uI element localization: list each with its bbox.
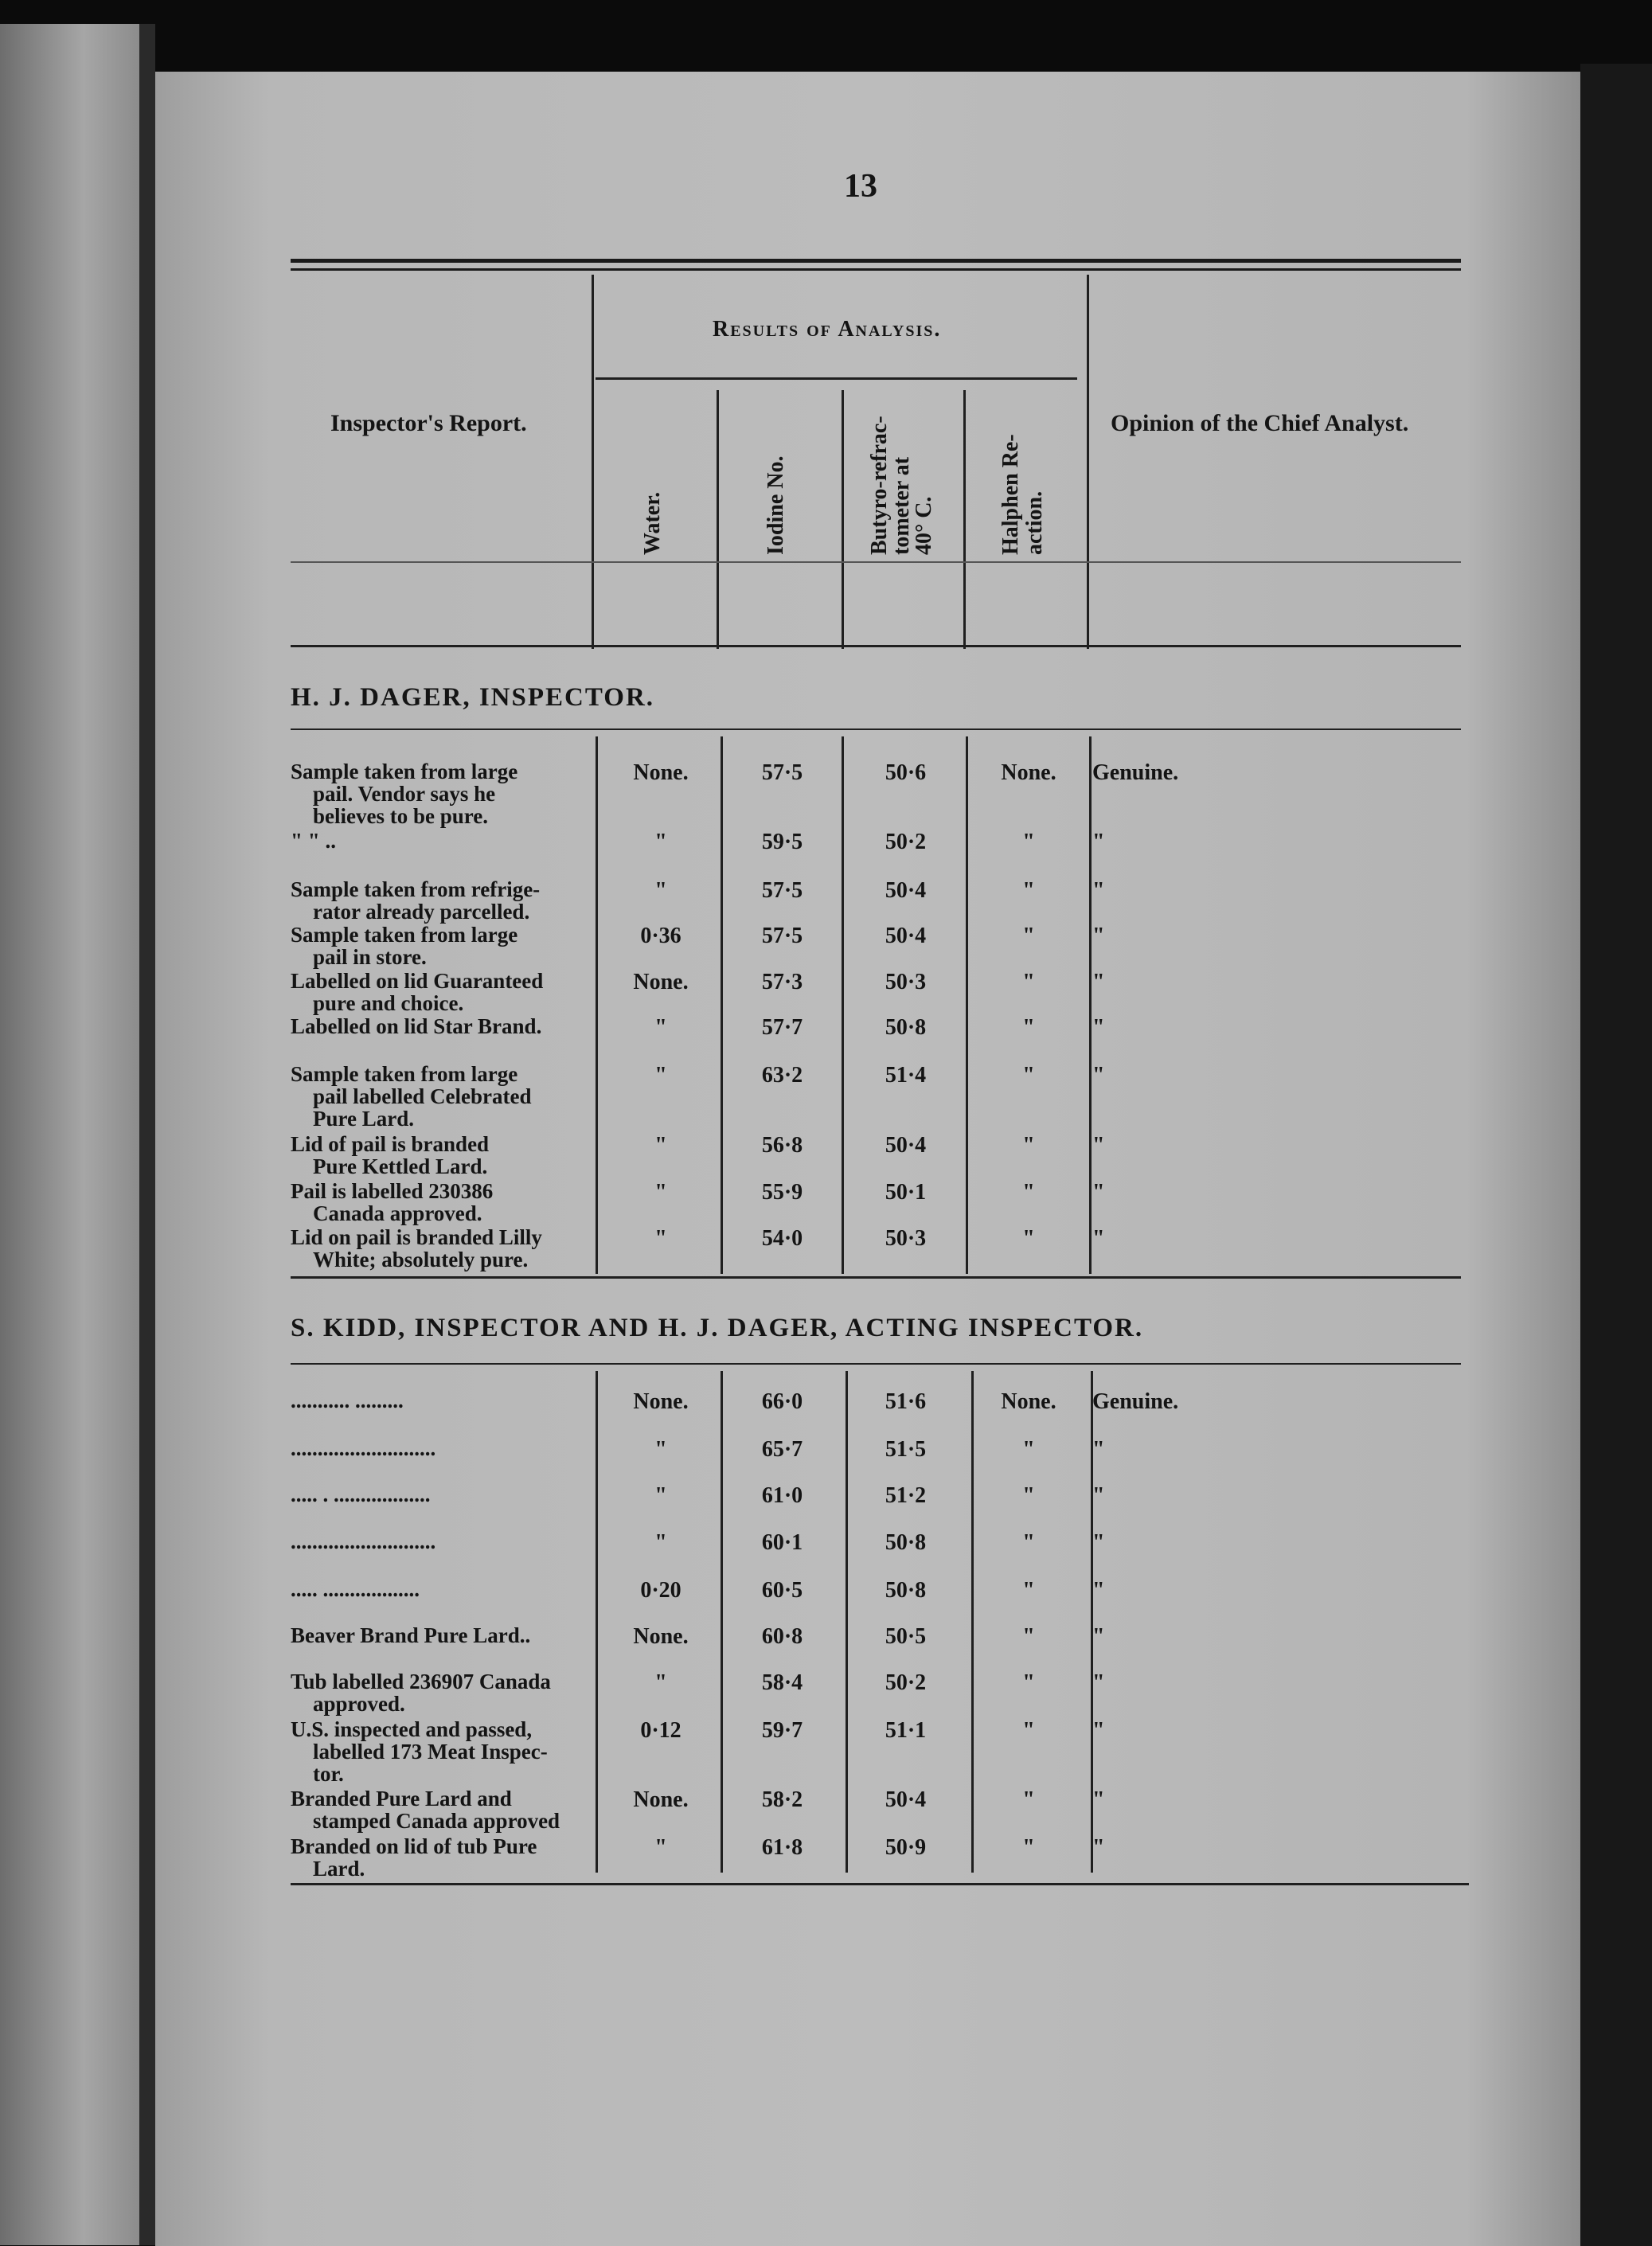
opinion-cell: "	[1092, 924, 1105, 948]
water-cell: "	[654, 830, 667, 854]
halphen-cell: "	[1022, 1015, 1035, 1040]
inspector-report-cell	[291, 924, 597, 968]
report-line: Beaver Brand Pure Lard..	[291, 1623, 531, 1647]
halphen-cell: "	[1022, 1787, 1035, 1812]
column-divider	[971, 1371, 974, 1873]
inspector-report-cell	[291, 1835, 597, 1880]
butyro-cell: 50·9	[885, 1835, 927, 1860]
iodine-cell: 60·5	[761, 1578, 803, 1603]
butyro-cell: 50·4	[885, 878, 927, 903]
iodine-cell: 57·5	[761, 924, 803, 948]
halphen-header-line1: Halphen Re-	[998, 434, 1023, 555]
iodine-cell: 59·5	[761, 830, 803, 854]
header-divider	[842, 390, 844, 649]
water-cell: None.	[633, 760, 689, 785]
butyro-cell: 50·4	[885, 1787, 927, 1812]
water-cell: 0·36	[640, 924, 681, 948]
opinion-cell: "	[1092, 1530, 1105, 1555]
butyro-header-line3: 40° C.	[912, 496, 936, 555]
opinion-cell: "	[1092, 1835, 1105, 1860]
butyro-cell: 50·4	[885, 1133, 927, 1158]
report-line: pure and choice.	[313, 991, 464, 1015]
report-line: ........... .........	[291, 1389, 404, 1412]
halphen-cell: "	[1022, 830, 1035, 854]
butyro-cell: 51·1	[885, 1718, 927, 1743]
inspector-report-cell	[291, 1483, 597, 1506]
iodine-cell: 65·7	[761, 1437, 803, 1462]
butyro-cell: 50·8	[885, 1578, 927, 1603]
section-rule	[291, 728, 1461, 730]
page-number: 13	[844, 168, 877, 205]
report-line: rator already parcelled.	[313, 900, 530, 924]
butyro-cell: 50·3	[885, 1226, 927, 1251]
column-divider	[842, 736, 844, 1274]
report-line: Canada approved.	[313, 1201, 482, 1225]
opinion-cell: "	[1092, 1670, 1105, 1695]
column-divider	[966, 736, 968, 1274]
report-line: Pail is labelled 230386	[291, 1179, 494, 1203]
water-cell: "	[654, 878, 667, 903]
top-rule-thin	[291, 268, 1461, 271]
butyro-header-line2: tometer at	[889, 456, 914, 555]
report-line: Branded Pure Lard and	[291, 1787, 512, 1810]
section-title-dager: H. J. DAGER, INSPECTOR.	[291, 683, 655, 712]
opinion-cell: "	[1092, 878, 1105, 903]
opinion-cell: "	[1092, 1578, 1105, 1603]
scan-border	[1580, 64, 1652, 2246]
column-divider	[721, 736, 723, 1274]
report-line: Lid on pail is branded Lilly	[291, 1225, 542, 1249]
report-line: Lid of pail is branded	[291, 1132, 490, 1156]
report-line: Sample taken from refrige-	[291, 877, 541, 901]
results-of-analysis-header: Results of Analysis.	[713, 317, 942, 342]
report-line: Labelled on lid Star Brand.	[291, 1014, 542, 1038]
water-cell: None.	[633, 1787, 689, 1812]
inspector-report-cell	[291, 1063, 597, 1130]
halphen-cell: "	[1022, 1670, 1035, 1695]
iodine-cell: 55·9	[761, 1180, 803, 1205]
inspector-report-cell	[291, 1578, 597, 1600]
iodine-cell: 57·7	[761, 1015, 803, 1040]
report-line: Branded on lid of tub Pure	[291, 1834, 537, 1858]
header-sub-rule	[291, 561, 1461, 563]
header-divider	[963, 390, 966, 649]
halphen-cell: None.	[1001, 1389, 1056, 1414]
opinion-cell: "	[1092, 830, 1105, 854]
report-line: Lard.	[313, 1857, 365, 1881]
opinion-cell: "	[1092, 970, 1105, 994]
inspector-report-cell	[291, 1718, 597, 1785]
water-cell: None.	[633, 1389, 689, 1414]
report-line: ..... ..................	[291, 1577, 420, 1601]
opinion-cell: Genuine.	[1092, 1389, 1179, 1414]
butyro-cell: 50·1	[885, 1180, 927, 1205]
butyro-cell: 50·8	[885, 1015, 927, 1040]
report-line: White; absolutely pure.	[313, 1248, 529, 1271]
opinion-cell: Genuine.	[1092, 760, 1179, 785]
opinion-cell: "	[1092, 1718, 1105, 1743]
section-title-kidd: S. KIDD, INSPECTOR AND H. J. DAGER, ACTING INSPECTOR.	[291, 1314, 1144, 1342]
butyro-cell: 50·6	[885, 760, 927, 785]
opinion-cell: "	[1092, 1133, 1105, 1158]
report-line: pail. Vendor says he	[313, 782, 496, 806]
column-divider	[721, 1371, 723, 1873]
report-line: tor.	[313, 1762, 344, 1786]
butyro-cell: 50·4	[885, 924, 927, 948]
column-divider	[1089, 736, 1092, 1274]
halphen-cell: "	[1022, 970, 1035, 994]
butyro-cell: 50·2	[885, 1670, 927, 1695]
book-gutter	[139, 24, 155, 2245]
halphen-cell: "	[1022, 1578, 1035, 1603]
opinion-header: Opinion of the Chief Analyst.	[1111, 410, 1409, 436]
iodine-cell: 58·2	[761, 1787, 803, 1812]
opinion-cell: "	[1092, 1483, 1105, 1508]
water-cell: "	[654, 1015, 667, 1040]
water-cell: "	[654, 1670, 667, 1695]
iodine-cell: 58·4	[761, 1670, 803, 1695]
inspector-report-cell	[291, 970, 597, 1014]
inspector-report-cell	[291, 830, 597, 852]
water-cell: "	[654, 1133, 667, 1158]
iodine-header: Iodine No.	[764, 455, 788, 555]
facing-page-edge	[0, 24, 139, 2245]
iodine-cell: 60·8	[761, 1624, 803, 1649]
halphen-cell: "	[1022, 1133, 1035, 1158]
inspector-report-cell	[291, 1015, 597, 1037]
butyro-header-line1: Butyro-refrac-	[867, 416, 892, 555]
iodine-cell: 54·0	[761, 1226, 803, 1251]
report-line: U.S. inspected and passed,	[291, 1717, 533, 1741]
water-cell: "	[654, 1835, 667, 1860]
water-cell: "	[654, 1226, 667, 1251]
water-cell: "	[654, 1063, 667, 1088]
iodine-cell: 61·8	[761, 1835, 803, 1860]
header-divider	[592, 275, 594, 649]
report-line: stamped Canada approved	[313, 1809, 560, 1833]
water-cell: "	[654, 1437, 667, 1462]
water-cell: None.	[633, 970, 689, 994]
report-line: approved.	[313, 1692, 405, 1716]
halphen-cell: "	[1022, 1718, 1035, 1743]
water-cell: "	[654, 1530, 667, 1555]
water-header: Water.	[640, 491, 665, 555]
report-line: believes to be pure.	[313, 804, 488, 828]
report-line: Pure Lard.	[313, 1107, 414, 1131]
halphen-cell: "	[1022, 1530, 1035, 1555]
report-line: labelled 173 Meat Inspec-	[313, 1740, 548, 1764]
iodine-cell: 59·7	[761, 1718, 803, 1743]
opinion-cell: "	[1092, 1437, 1105, 1462]
halphen-cell: "	[1022, 878, 1035, 903]
butyro-cell: 51·6	[885, 1389, 927, 1414]
report-line: ..... . ..................	[291, 1482, 431, 1506]
inspector-report-cell	[291, 1133, 597, 1178]
inspector-report-cell	[291, 1389, 597, 1412]
opinion-cell: "	[1092, 1787, 1105, 1812]
results-underline	[596, 377, 1077, 380]
inspector-report-cell	[291, 878, 597, 923]
report-line: ...........................	[291, 1436, 436, 1460]
iodine-cell: 63·2	[761, 1063, 803, 1088]
opinion-cell: "	[1092, 1063, 1105, 1088]
water-cell: 0·20	[640, 1578, 681, 1603]
butyro-cell: 50·3	[885, 970, 927, 994]
butyro-cell: 51·4	[885, 1063, 927, 1088]
water-cell: None.	[633, 1624, 689, 1649]
halphen-cell: "	[1022, 1226, 1035, 1251]
halphen-cell: "	[1022, 1437, 1035, 1462]
header-bottom-rule	[291, 645, 1461, 647]
inspector-report-header: Inspector's Report.	[330, 410, 527, 436]
opinion-cell: "	[1092, 1180, 1105, 1205]
halphen-cell: "	[1022, 1063, 1035, 1088]
halphen-cell: "	[1022, 924, 1035, 948]
iodine-cell: 56·8	[761, 1133, 803, 1158]
section-rule	[291, 1363, 1461, 1365]
halphen-header-line2: action.	[1022, 490, 1047, 555]
water-cell: "	[654, 1180, 667, 1205]
halphen-cell: "	[1022, 1180, 1035, 1205]
iodine-cell: 57·3	[761, 970, 803, 994]
report-line: pail in store.	[313, 945, 427, 969]
header-divider	[717, 390, 719, 649]
top-rule	[291, 259, 1461, 263]
report-line: Pure Kettled Lard.	[313, 1154, 488, 1178]
header-divider	[1087, 275, 1089, 649]
report-line: Sample taken from large	[291, 1062, 518, 1086]
report-line: pail labelled Celebrated	[313, 1084, 532, 1108]
inspector-report-cell	[291, 1670, 597, 1715]
report-line: Labelled on lid Guaranteed	[291, 969, 544, 993]
inspector-report-cell	[291, 1787, 597, 1832]
inspector-report-cell	[291, 1437, 597, 1459]
opinion-cell: "	[1092, 1015, 1105, 1040]
iodine-cell: 61·0	[761, 1483, 803, 1508]
report-line: Tub labelled 236907 Canada	[291, 1670, 551, 1693]
butyro-cell: 50·5	[885, 1624, 927, 1649]
inspector-report-cell	[291, 760, 597, 827]
opinion-cell: "	[1092, 1226, 1105, 1251]
inspector-report-cell	[291, 1226, 597, 1271]
report-line: ...........................	[291, 1529, 436, 1553]
iodine-cell: 66·0	[761, 1389, 803, 1414]
opinion-cell: "	[1092, 1624, 1105, 1649]
inspector-report-cell	[291, 1530, 597, 1553]
halphen-cell: "	[1022, 1835, 1035, 1860]
butyro-cell: 50·2	[885, 830, 927, 854]
butyro-cell: 50·8	[885, 1530, 927, 1555]
report-line: " " ..	[291, 829, 336, 853]
table-end-rule	[291, 1883, 1469, 1885]
report-line: Sample taken from large	[291, 760, 518, 783]
halphen-cell: "	[1022, 1483, 1035, 1508]
inspector-report-cell	[291, 1624, 597, 1646]
butyro-cell: 51·5	[885, 1437, 927, 1462]
halphen-cell: "	[1022, 1624, 1035, 1649]
section-end-rule	[291, 1276, 1461, 1279]
iodine-cell: 57·5	[761, 878, 803, 903]
water-cell: 0·12	[640, 1718, 681, 1743]
column-divider	[846, 1371, 848, 1873]
water-cell: "	[654, 1483, 667, 1508]
iodine-cell: 60·1	[761, 1530, 803, 1555]
inspector-report-cell	[291, 1180, 597, 1225]
butyro-cell: 51·2	[885, 1483, 927, 1508]
iodine-cell: 57·5	[761, 760, 803, 785]
halphen-cell: None.	[1001, 760, 1056, 785]
report-line: Sample taken from large	[291, 923, 518, 947]
